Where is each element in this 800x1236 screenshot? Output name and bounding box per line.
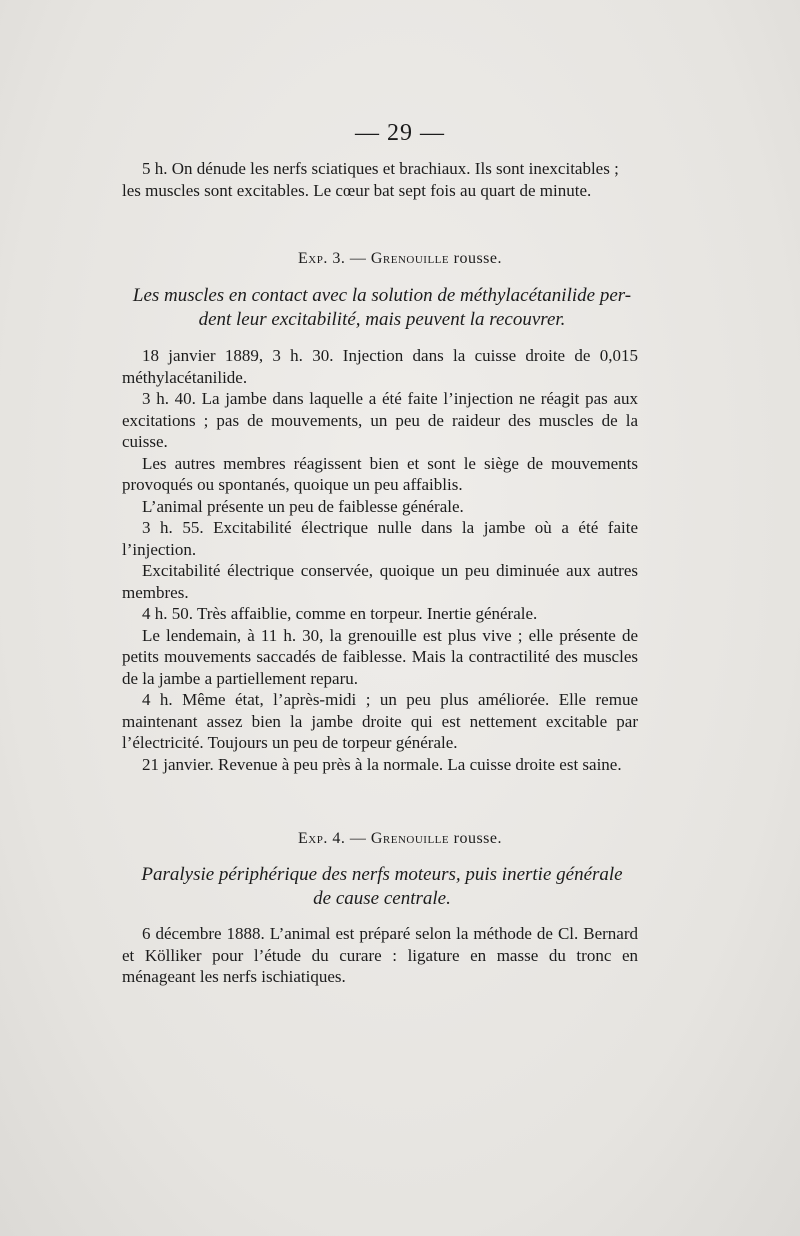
exp3-body [122,345,638,775]
exp4-subtitle [122,863,642,911]
exp4-suffix: rousse. [453,830,502,847]
exp4-paragraph: 6 décembre 1888. L’animal est préparé selon la méthode de Cl. Bernard et Kölliker pour l’étude du curare : ligature en masse du tronc en ménageant les nerfs ischiatiques. [122,924,638,986]
exp3-subtitle-line-2: dent leur excitabilité, mais peuvent la recouvrer. [198,309,566,330]
exp3-paragraph: L’animal présente un peu de faiblesse générale. [142,496,464,516]
exp4-subtitle-line-1: Paralysie périphérique des nerfs moteurs, puis inertie générale [141,864,623,885]
exp3-paragraph: Le lendemain, à 11 h. 30, la grenouille est plus vive ; elle présente de petits mouvements saccadés de faiblesse. Mais la contractilité des muscles de la jambe a partiellement reparu. [122,625,638,688]
opening-line-1: 5 h. On dénude les nerfs sciatiques et brachiaux. Ils sont inexcitables ; [142,159,619,178]
page-number: — 29 — [355,120,445,146]
exp3-dash: — [349,250,367,267]
exp4-heading [0,830,800,848]
exp3-subtitle [122,284,642,332]
exp3-paragraph: Les autres membres réagissent bien et sont le siège de mouvements provoqués ou spontanés, quoique un peu affaiblis. [122,453,638,494]
exp4-body [122,923,638,988]
opening-line-2: les muscles sont excitables. Le cœur bat sept fois au quart de minute. [122,180,592,200]
exp3-label: Exp. 3. [298,250,346,267]
exp3-paragraph: 3 h. 55. Excitabilité électrique nulle dans la jambe où a été faite l’injection. [122,518,638,559]
exp3-paragraph: Excitabilité électrique conservée, quoique un peu diminuée aux autres membres. [122,561,638,602]
exp3-paragraph: 18 janvier 1889, 3 h. 30. Injection dans la cuisse droite de 0,015 méthylacétanilide. [122,346,638,387]
exp4-label: Exp. 4. [298,830,346,847]
exp3-heading [0,250,800,268]
exp3-paragraph: 21 janvier. Revenue à peu près à la normale. La cuisse droite est saine. [142,754,622,774]
exp4-title: Grenouille [370,830,450,847]
exp3-paragraph: 4 h. 50. Très affaiblie, comme en torpeur. Inertie générale. [142,604,538,623]
exp3-paragraph: 3 h. 40. La jambe dans laquelle a été faite l’injection ne réagit pas aux excitations ; pas de mouvements, un peu de raideur des muscles de la cuisse. [122,389,638,451]
exp3-suffix: rousse. [453,250,502,267]
exp4-dash: — [349,830,367,847]
exp3-paragraph: 4 h. Même état, l’après-midi ; un peu plus améliorée. Elle remue maintenant assez bien la jambe droite qui est nettement excitable par l’électricité. Toujours un peu de torpeur générale. [122,690,638,752]
exp3-subtitle-line-1: Les muscles en contact avec la solution de méthylacétanilide per- [132,285,632,306]
exp3-title: Grenouille [370,250,450,267]
opening-paragraph [122,158,638,201]
exp4-subtitle-line-2: de cause centrale. [313,888,451,909]
